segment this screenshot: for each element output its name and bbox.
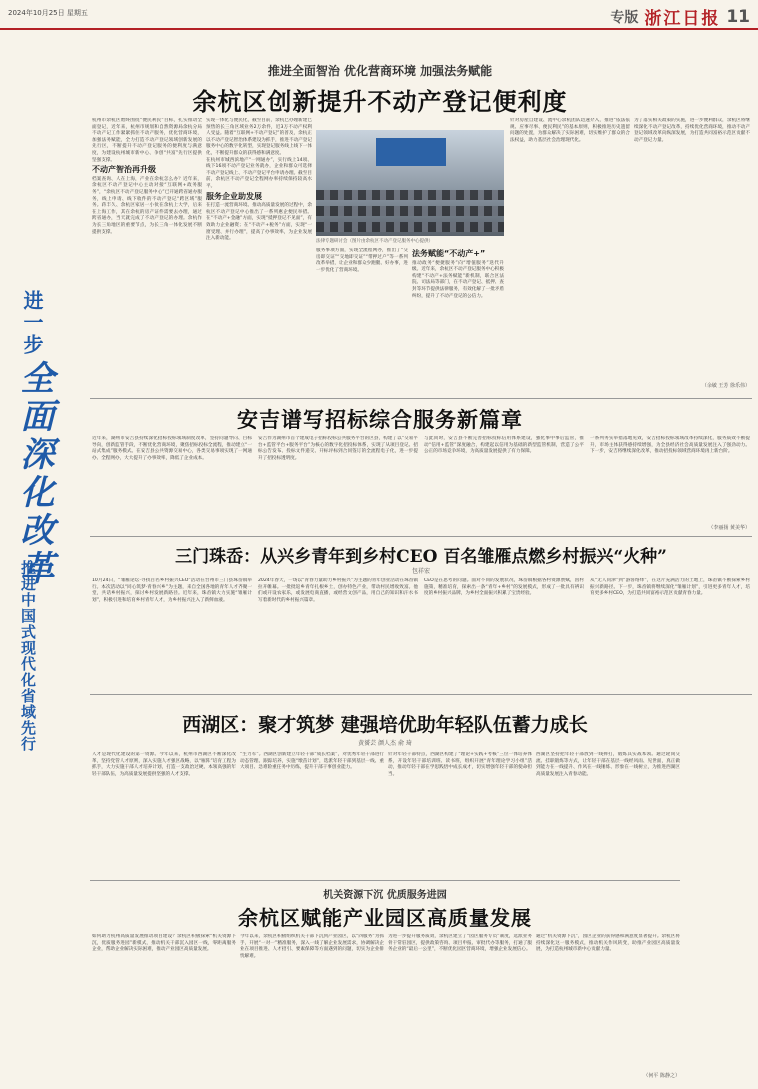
photo-screen — [376, 138, 446, 166]
article2-byline: （李丽扬 黄美华） — [708, 525, 750, 531]
divider — [90, 536, 752, 537]
article4-headline: 西湖区：聚才筑梦 建强培优助年轻队伍蓄力成长 — [182, 714, 588, 736]
article2-body-3: 与此同时，安吉县不断完善招标投标信用体系建设，强化事中事后监管，推动“信用+监管”深度融合，构建起以信用为基础的新型监管机制，营造了公平公正的市场竞争环境，为高质量发展提供了有力保障。 — [424, 436, 584, 455]
article1-body-3: 在杭州市城西滨地产“一网通办”，实行线上14项、线下16项不动产登记业务就办，企业和群众可选择不动产登记线上、不动产登记平台申请办理。截至目前，余杭区不动产登记全程网办率持续保持较高水平。 — [206, 157, 312, 189]
article5-col1 — [92, 934, 236, 1080]
article1-body-1: 档案查询、人在上海，产业在余杭怎么办？近年来，余杭区不动产登记中心主动对接“互联网+政务服务”，“余杭区不动产登记服务中心”已开通跨省通办服务，线上申请、线下收件的不动产登记“跨区域”服务。蒋丰久、余杭区家居一小伙在余杭上大学，后来在上海工作，其在余杭的房产证件需要去办理，通过跨省通办，当天就完成了不动产登记的办理。余杭作为长三角地区的重要节点，为长三角一体化发展不断提供支撑。 — [92, 176, 202, 235]
article3-col1 — [92, 578, 252, 690]
article4-col1 — [92, 752, 236, 874]
article1-body-4: 在打造一流营商环境、推动高质量发展的过程中，余杭区不动产登记中心推出了一系列惠企便民举措。在“不动产+金融”方面，实现“抵押登记不见面”，有效助力企业融资；在“不动产+税务”方面，实现“一窗受理、并行办理”，提高了办事效率，为企业发展注入新动能。 — [206, 203, 312, 242]
paper-logo: 浙江日报 — [644, 9, 721, 29]
masthead — [0, 0, 758, 30]
article5-body-4: 通过“机关资源下沉”，园区企业的获得感和满意度显著提升。余杭区将持续深化这一服务模式，推动机关作风转变，助推产业园区高质量发展，为打造杭州城市新中心贡献力量。 — [536, 934, 680, 953]
article1-body-8: 为了落实相关政策的实施，进一步便利群众，余杭区将继续深化不动产登记改革，持续优化营商环境，推动不动产登记领域改革向纵深发展，为打造共同富裕示范区贡献不动产登记力量。 — [634, 118, 750, 143]
photo-audience-row — [316, 222, 504, 232]
article1-body-7: 针对房屋自建设、流中心余杭团队迅速介入，推进“依法依规、应事尽事、便民利民”的基本原则，积极推进历史遗留问题的处置，为群众解决了实际困难，切实维护了群众的合法权益，助力基层社会治理现代化。 — [510, 118, 630, 143]
article3-col2 — [258, 578, 418, 690]
article5-body-1: 如何助力杭州高质量发展推动项目建设？余杭区积极探索“机关资源下沉，优质服务进园”新模式，推动机关干部沉入园区一线，零距离服务企业，帮助企业解决实际困难，推动产业园区高质量发展。 — [92, 934, 236, 953]
article1-kicker: 推进全面智治 优化营商环境 加强法务赋能 — [267, 64, 493, 78]
article3-col4 — [590, 578, 750, 690]
article1-col4 — [412, 248, 504, 390]
article4-body-4: 西湖区坚持把年轻干部放到一线摔打，锻炼其实战本领。通过轮岗交流、挂职锻炼等方式，让年轻干部在基层一线经风雨、见世面，真正做到能力在一线提升、作风在一线锤炼、形象在一线树立，为推进西湖区高质量发展注入青春动能。 — [536, 752, 680, 777]
article5-body-2: 今年以来，余杭区积极组织机关干部下沉到产业园区，以“四服务”为抓手，开展“一对一”精准服务，深入一线了解企业发展需求，协调解决企业在项目推进、人才招引、要素保障等方面遇到的问题，切实为企业排忧解难。 — [240, 934, 384, 959]
article1-headline: 余杭区创新提升不动产登记便利度 — [192, 87, 568, 116]
article3-body-2: 2024年春天，一场以“青春力量助力乡村振兴”为主题的青年创业活动在珠岙镇拉开帷幕。一批批返乡青年扎根乡土，创办特色产业，带动村民增收致富。他们或开设农家乐，或发展电商直播，或经营文创产品，用自己的知识和汗水书写着新时代的乡村振兴篇章。 — [258, 578, 418, 603]
article1-col2 — [206, 118, 312, 390]
issue-date: 2024年10月25日 星期五 — [8, 9, 88, 17]
article1-byline: （余敏 王芳 徐乐伟） — [701, 383, 750, 389]
article1-subhead-1: 不动产智治再升级 — [92, 165, 156, 175]
section-label: 专版 — [610, 9, 639, 26]
article4-body-2: “生力军”。西湖区创新建立年轻干部“成长档案”，对优秀年轻干部进行动态管理、跟踪培养，实施“墩苗计划”，选派年轻干部到基层一线、重大项目、急难险重任务中历练，提升干部干事创业能力。 — [240, 752, 384, 771]
banner-line-2: 全面深化改革 — [14, 360, 54, 588]
page-number: 11 — [726, 6, 750, 27]
article1-body-6: 推动政务“便捷服务”向“增值服务”迭代升级。近年来，余杭区不动产登记服务中心积极构建“不动产+法务赋能”新机制，联合区法院、司法局等部门，在不动产登记、抵押、查封等环节提供法律服务，有效化解了一批矛盾纠纷，提升了不动产登记的公信力。 — [412, 260, 504, 299]
article4-col3 — [388, 752, 532, 874]
article3-headline: 三门珠岙：从兴乡青年到乡村CEO 百名雏雁点燃乡村振兴“火种” — [175, 547, 667, 567]
article5-col2 — [240, 934, 384, 1080]
article3-col3 — [424, 578, 584, 690]
article2-body-1: 近年来，湖州市安吉县持续深化招标投标领域制度改革，坚持问题导向、目标导向，创新监管手段，不断优化营商环境，聚焦招标投标全流程，推动建立“一站式集成”服务模式。在安吉县公共资源交易中心，各类交易事项实现了一网通办、全程网办，大大提升了办事效率，降低了企业成本。 — [92, 436, 252, 461]
article1-col1 — [92, 118, 202, 390]
article2-col2 — [258, 436, 418, 532]
divider — [90, 880, 680, 881]
divider — [90, 398, 752, 399]
article3-author: 包祥宏 — [411, 568, 430, 575]
article1-lead: 杭州市余杭区始终围绕“便民利民”目标，扎实推动全面登记，近年来，杭州市规划和自然资源局余杭分局不动产记工作紧紧抓住不动产服务，优化营商环境，加强法务赋能，全力打造不动产登记领域创新发展的先行区，不断提升不动产登记服务的便利度与满意度，为建设杭州城市新中心、争创“共富”先行区提供坚强支撑。 — [92, 118, 202, 163]
article2-col1 — [92, 436, 252, 532]
vertical-banner — [4, 290, 52, 850]
article3-body-1: 10月24日，“雏雁论坛·寻找百名乡村振兴CEO”活动在台州市三门县珠岙镇举行。本次活动以“同心筑梦·青春兴乡”为主题，来自全国各地的青年人才齐聚一堂，共话乡村振兴，探讨乡村发展新路径。近年来，珠岙镇大力实施“雏雁计划”，积极引进和培育乡村青年人才，为乡村振兴注入了新鲜血液。 — [92, 578, 252, 603]
article3-body-4: 从“无人问津”到“游客络绎”，在这片充满活力的土地上，珠岙镇不断探索乡村振兴新路径。下一步，珠岙镇将继续深化“雏雁计划”，引进更多青年人才，培育更多乡村CEO，为打造共同富裕示范区贡献青春力量。 — [590, 578, 750, 597]
article1-photo — [316, 130, 504, 236]
article1-body-5: 服务事项方面，实现全流程网办，推出了“交房即交证”“交地即交证”“带押过户”等一系列改革举措，让企业和群众少跑腿、好办事，进一步优化了营商环境。 — [316, 248, 408, 273]
article4-body-1: 人才是现代化建设的第一资源。今年以来，杭州市西湖区不断深化改革，坚持党管人才原则，深入实施人才强区战略，以“雁阵”培育工程为抓手，大力实施干部人才培养计划，打造一支政治过硬、本领高强的年轻干部队伍，为高质量发展提供坚强的人才支撑。 — [92, 752, 236, 777]
banner-line-1: 进一步 — [20, 290, 44, 356]
article1-col3 — [316, 248, 408, 390]
article5-headline: 余杭区赋能产业园区高质量发展 — [238, 906, 532, 930]
article5-col4 — [536, 934, 680, 1070]
article1-col6 — [634, 118, 750, 380]
article1-body-2: 实现一体化与便民化，截至目前，余杭已办理新建已预售的长三角区域业务2万余件，近3万不动产权利人受益。随着“互联网+不动产登记”的普及，余杭正以不动产登记智治体系建设为抓手，推进不动产登记服务中心的数字化转型，实现登记服务线上线下一体化，不断提升群众的获得感和满意度。 — [206, 118, 312, 156]
article2-col4 — [590, 436, 750, 522]
article1-subhead-3: 法务赋能“不动产+” — [412, 249, 486, 258]
article4-body-3: 针对年轻干部特点，西湖区构建了“理论+实践+考核”三位一体培养体系，开设年轻干部培训班、读书班，组织开展“青年理论学习小组”活动，推动年轻干部在学思践悟中成长成才，切实增强年轻干部的使命担当。 — [388, 752, 532, 777]
article3-body-3: CEO是在思考的问题。面对不同的发展状况，珠岙镇根据各村资源禀赋，因村施策，精准培育，探索出一条“青年+乡村”的发展模式，形成了一批具有辨识度的乡村振兴品牌，为乡村全面振兴积累了宝贵经验。 — [424, 578, 584, 597]
masthead-right — [610, 4, 750, 29]
article1-subhead-2: 服务企业助发展 — [206, 191, 262, 201]
article2-body-4: 一系列务实举措落地见效，安吉招标投标领域改革持续深化，服务质效不断提升，市场主体获得感持续增强，为全县经济社会高质量发展注入了强劲动力。下一步，安吉将继续深化改革，推动招投标领域营商环境再上新台阶。 — [590, 436, 750, 455]
article2-body-2: 安吉作为湖州市首个建成电子招标投标公共服务平台的区县，构建了以“交易平台+监管平台+服务平台”为核心的数字化招投标体系，实现了从项目登记、招标公告发布、投标文件递交、开标评标到合同签订的全流程电子化，进一步提升了招投标透明度。 — [258, 436, 418, 461]
article4-col2 — [240, 752, 384, 874]
banner-line-3: 推进中国式现代化省域先行 — [19, 560, 37, 752]
article4-col4 — [536, 752, 680, 874]
article5-byline: （何平 陈静之） — [643, 1073, 680, 1079]
article5-body-3: 为进一步提升服务质效，余杭区建立了“园区服务专员”制度，选派业务骨干常驻园区，提供政策咨询、项目申报、审批代办等服务，打通了服务企业的“最后一公里”，不断优化园区营商环境，增强企业发展信心。 — [388, 934, 532, 953]
article5-kicker: 机关资源下沉 优质服务进园 — [323, 890, 447, 901]
article4-author: 黄赟芸 颜人杰 俞 琦 — [358, 740, 412, 747]
article2-headline: 安吉谱写招标综合服务新篇章 — [237, 407, 523, 432]
divider — [90, 694, 752, 695]
article1-photo-caption: 法律专题研讨会（图片由余杭区不动产登记服务中心提供） — [316, 239, 433, 244]
photo-audience-row — [316, 190, 504, 200]
article1-col5 — [510, 118, 630, 380]
article5-col3 — [388, 934, 532, 1080]
photo-audience-row — [316, 206, 504, 216]
article2-col3 — [424, 436, 584, 532]
